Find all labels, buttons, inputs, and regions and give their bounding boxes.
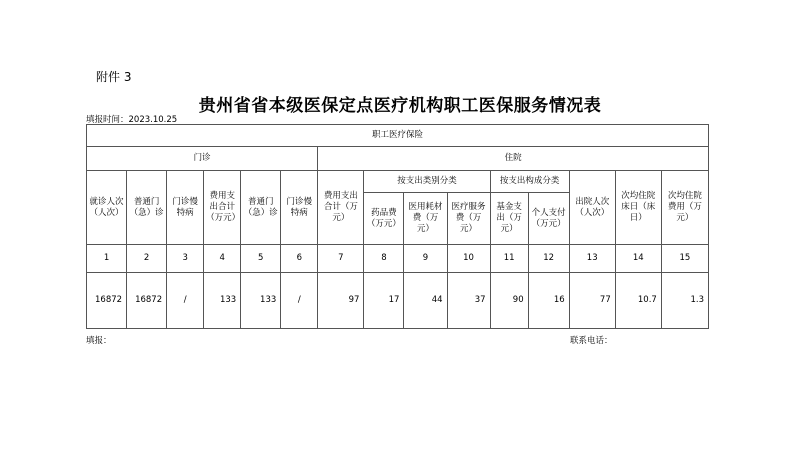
header-by-category: 按支出类别分类 [364, 171, 490, 193]
index-cell: 2 [127, 245, 167, 273]
index-cell: 6 [281, 245, 318, 273]
col-header-15: 次均住院费用（万元） [661, 171, 708, 245]
col-header-12: 个人支付（万元） [528, 193, 569, 245]
data-cell: 90 [490, 273, 528, 329]
index-cell: 15 [661, 245, 708, 273]
contact-phone-label: 联系电话： [570, 336, 613, 346]
col-header-4: 费用支出合计（万元） [204, 171, 241, 245]
index-row [87, 245, 709, 273]
col-header-3: 门诊慢特病 [167, 171, 204, 245]
index-cell: 10 [447, 245, 490, 273]
col-header-9: 医用耗材费（万元） [404, 193, 447, 245]
fill-time: 填报时间：2023.10.25 [86, 115, 178, 125]
header-by-composition: 按支出构成分类 [490, 171, 569, 193]
col-header-10: 医疗服务费（万元） [447, 193, 490, 245]
col-header-8: 药品费（万元） [364, 193, 404, 245]
data-cell: / [281, 273, 318, 329]
data-cell: 16872 [127, 273, 167, 329]
col-header-2: 普通门（急）诊 [127, 171, 167, 245]
index-cell: 4 [204, 245, 241, 273]
header-outpatient: 门诊 [87, 147, 318, 171]
index-cell: 9 [404, 245, 447, 273]
index-cell: 11 [490, 245, 528, 273]
index-cell: 5 [241, 245, 281, 273]
index-cell: 7 [318, 245, 364, 273]
index-cell: 13 [569, 245, 615, 273]
data-cell: 44 [404, 273, 447, 329]
index-cell: 14 [615, 245, 661, 273]
col-header-1: 就诊人次（人次） [87, 171, 127, 245]
data-cell: 16872 [87, 273, 127, 329]
col-header-14: 次均住院床日（床日） [615, 171, 661, 245]
col-header-11: 基金支出（万元） [490, 193, 528, 245]
data-cell: 17 [364, 273, 404, 329]
index-cell: 1 [87, 245, 127, 273]
service-table [86, 124, 709, 329]
attachment-label: 附件 3 [96, 70, 132, 84]
data-cell: / [167, 273, 204, 329]
index-cell: 12 [528, 245, 569, 273]
data-cell: 16 [528, 273, 569, 329]
index-cell: 8 [364, 245, 404, 273]
header-inpatient: 住院 [318, 147, 709, 171]
data-cell: 97 [318, 273, 364, 329]
data-cell: 37 [447, 273, 490, 329]
col-header-13: 出院人次（人次） [569, 171, 615, 245]
col-header-7: 费用支出合计（万元） [318, 171, 364, 245]
data-cell: 133 [241, 273, 281, 329]
data-cell: 77 [569, 273, 615, 329]
col-header-6: 门诊慢特病 [281, 171, 318, 245]
filler-label: 填报： [86, 336, 112, 346]
page-title: 贵州省省本级医保定点医疗机构职工医保服务情况表 [198, 96, 602, 116]
data-cell: 133 [204, 273, 241, 329]
index-cell: 3 [167, 245, 204, 273]
data-cell: 10.7 [615, 273, 661, 329]
col-header-5: 普通门（急）诊 [241, 171, 281, 245]
data-cell: 1.3 [661, 273, 708, 329]
header-employee-insurance: 职工医疗保险 [87, 125, 709, 147]
data-row [87, 273, 709, 329]
